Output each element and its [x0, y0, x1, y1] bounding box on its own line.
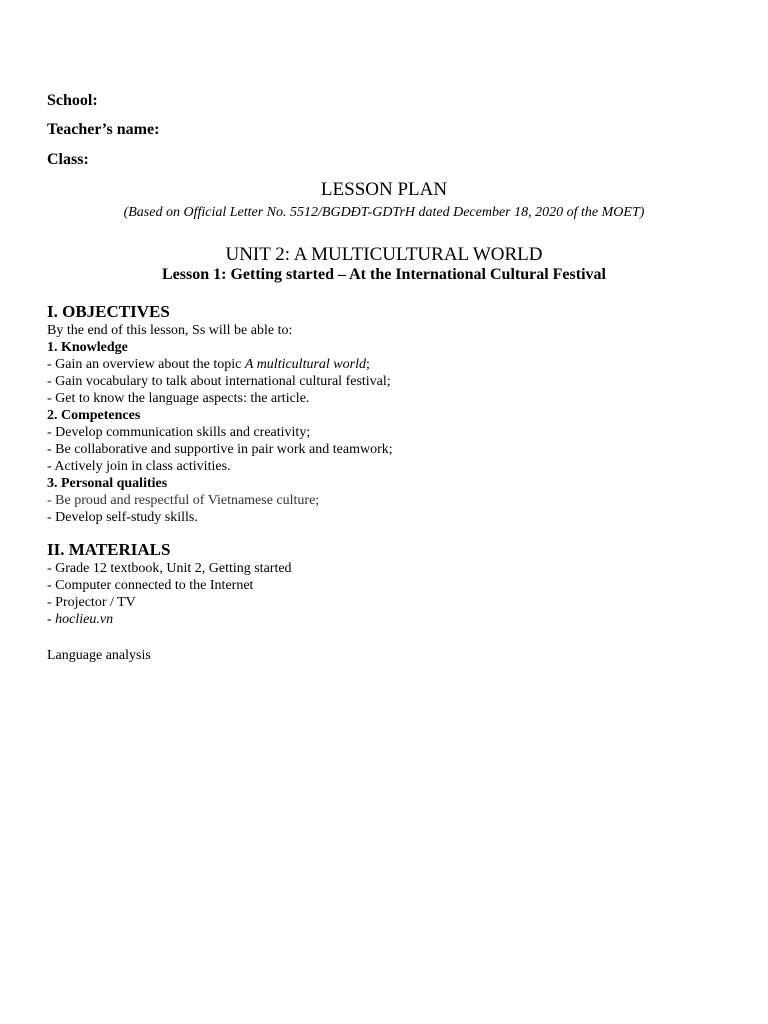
teacher-name-label: Teacher’s name:	[47, 121, 160, 138]
knowledge-item	[47, 356, 393, 373]
competence-item: - Be collaborative and supportive in pair work and teamwork;	[47, 442, 393, 457]
language-analysis-heading: Language analysis	[47, 648, 151, 663]
lesson-title: Lesson 1: Getting started – At the International Cultural Festival	[162, 266, 606, 283]
competence-item: - Actively join in class activities.	[47, 459, 231, 474]
materials-heading: II. MATERIALS	[47, 540, 171, 559]
class-label: Class:	[47, 151, 89, 168]
knowledge-item-prefix: - Gain an overview about the topic	[47, 357, 245, 372]
school-label: School:	[47, 92, 98, 109]
material-item: - Grade 12 textbook, Unit 2, Getting started	[47, 561, 292, 576]
document-subtitle: (Based on Official Letter No. 5512/BGDĐT-GDTrH dated December 18, 2020 of the MOET)	[123, 205, 645, 220]
knowledge-item: - Gain vocabulary to talk about international cultural festival;	[47, 374, 391, 389]
competence-item: - Develop communication skills and creativity;	[47, 425, 311, 440]
unit-title: UNIT 2: A MULTICULTURAL WORLD	[225, 244, 543, 265]
knowledge-item-suffix: ;	[365, 357, 370, 372]
material-item-prefix: -	[47, 612, 56, 627]
knowledge-item: - Get to know the language aspects: the article.	[47, 391, 310, 406]
knowledge-item-topic: A multicultural world	[244, 357, 366, 372]
document-title: LESSON PLAN	[320, 179, 448, 200]
objectives-body	[47, 322, 393, 526]
objectives-heading: I. OBJECTIVES	[47, 302, 170, 321]
material-item-website: hoclieu.vn	[55, 612, 114, 627]
material-item: - Projector / TV	[47, 595, 136, 610]
personal-qualities-heading: 3. Personal qualities	[47, 476, 168, 491]
materials-body	[47, 560, 292, 628]
competences-heading: 2. Competences	[47, 408, 141, 423]
knowledge-heading: 1. Knowledge	[47, 340, 128, 355]
quality-item: - Be proud and respectful of Vietnamese culture;	[47, 493, 320, 508]
quality-item: - Develop self-study skills.	[47, 510, 198, 525]
material-item: - Computer connected to the Internet	[47, 578, 254, 593]
material-item	[47, 611, 292, 628]
objectives-intro: By the end of this lesson, Ss will be able to:	[47, 323, 293, 338]
